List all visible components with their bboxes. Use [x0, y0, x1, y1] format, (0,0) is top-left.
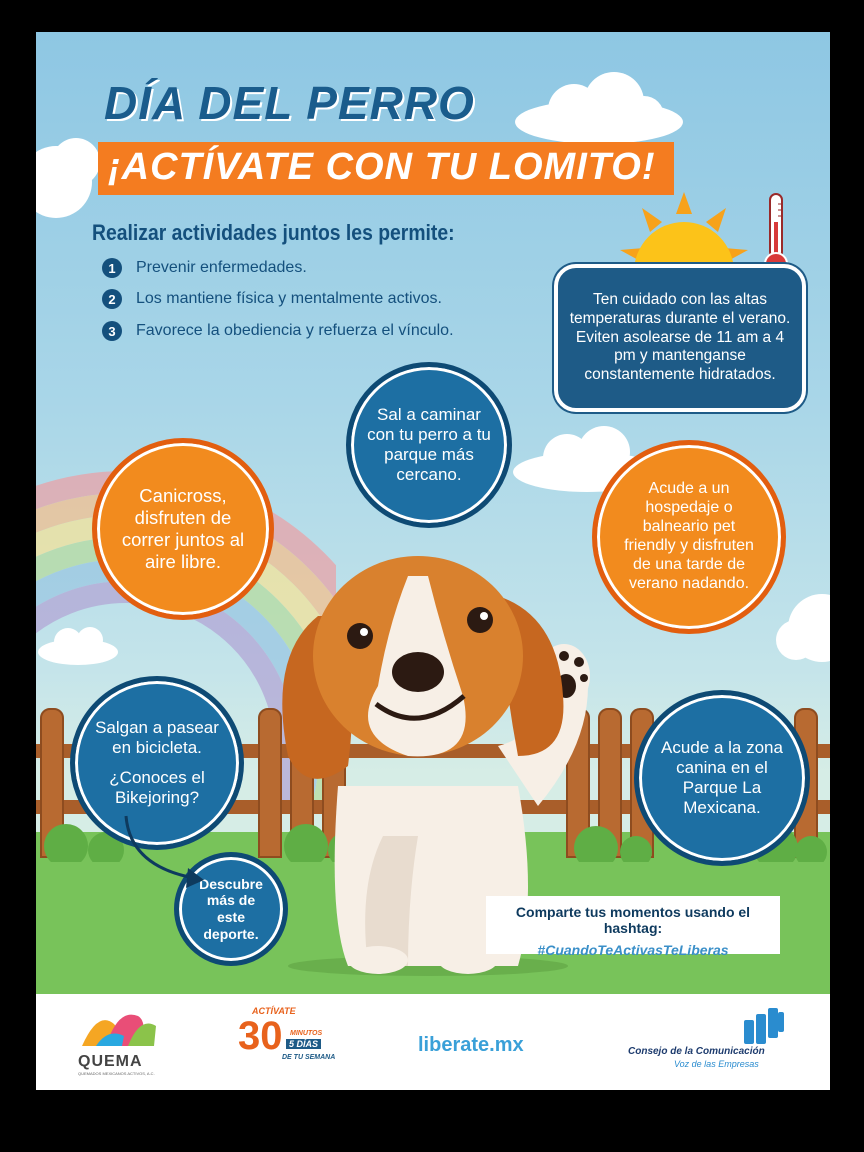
canine-zone-bubble-text: Acude a la zona canina en el Parque La Mexicana.: [661, 737, 783, 818]
hashtag-link[interactable]: #CuandoTeActivasTeLiberas: [537, 942, 729, 958]
arrow-icon: [120, 812, 210, 892]
council-name: Consejo de la Comunicación: [628, 1046, 765, 1057]
activate-week: DE TU SEMANA: [282, 1054, 336, 1061]
canicross-bubble: [92, 438, 274, 620]
quema-logo-mark: [78, 1006, 160, 1050]
intro-heading: Realizar actividades juntos les permite:: [92, 220, 455, 245]
poster: [36, 32, 830, 1090]
hashtag-prompt: Comparte tus momentos usando el hashtag:: [515, 904, 751, 936]
sun-icon: [614, 192, 754, 272]
bike-bubble-content: [75, 718, 239, 808]
number-badge: 2: [102, 289, 122, 309]
walk-bubble-text: Sal a caminar con tu perro a tu parque más cercano.: [367, 404, 491, 485]
cloud-icon: [772, 588, 830, 673]
bike-bubble-text: Salgan a pasear en bicicleta.: [95, 717, 219, 757]
discover-bubble-text[interactable]: Descubre más de este deporte.: [199, 875, 263, 942]
number-badge: 1: [102, 258, 122, 278]
cloud-icon: [36, 622, 120, 671]
walk-bubble: [346, 362, 512, 528]
quema-name: QUEMA: [78, 1053, 143, 1070]
benefit-text: Favorece la obediencia y refuerza el vínculo.: [136, 322, 454, 339]
footer: [36, 994, 830, 1090]
benefit-item: [102, 258, 307, 278]
council-logo-mark: [740, 1006, 786, 1046]
activate-label: ACTÍVATE: [252, 1006, 296, 1016]
cloud-icon: [514, 72, 684, 149]
page-title: DÍA DEL PERRO: [104, 77, 475, 129]
council-tagline: Voz de las Empresas: [674, 1059, 759, 1069]
quema-logo: [78, 1006, 160, 1076]
canicross-bubble-text: Canicross, disfruten de correr juntos al aire libre.: [121, 485, 245, 572]
activate-minutes: MINUTOS: [290, 1030, 323, 1037]
page-subtitle: ¡ACTÍVATE CON TU LOMITO!: [98, 142, 674, 195]
quema-subtitle: QUEMADOS MEXICANOS ACTIVOS, A.C.: [78, 1071, 155, 1076]
activate-number: 30: [238, 1014, 283, 1058]
heat-warning-text: Ten cuidado con las altas temperaturas durante el verano. Eviten asolearse de 11 am a 4 pm y mantenganse constantemente hidratados.: [569, 290, 791, 384]
heat-warning-box: [554, 264, 806, 412]
bikejoring-question: ¿Conoces el Bikejoring?: [109, 768, 205, 808]
activate-logo: [238, 1006, 334, 1082]
benefit-text: Los mantiene física y mentalmente activos.: [136, 290, 442, 307]
activate-days: 5 DÍAS: [286, 1039, 321, 1049]
council-logo: [628, 1006, 798, 1082]
cloud-icon: [36, 132, 106, 227]
website-link[interactable]: liberate.mx: [418, 1034, 524, 1056]
canine-zone-bubble: [634, 690, 810, 866]
hashtag-box: [486, 896, 780, 958]
benefit-item: [102, 289, 442, 309]
pet-friendly-bubble-text: Acude a un hospedaje o balneario pet friendly y disfruten de una tarde de verano nadando.: [624, 480, 754, 592]
benefit-text: Prevenir enfermedades.: [136, 259, 307, 276]
pet-friendly-bubble: [592, 440, 786, 634]
benefit-item: [102, 321, 454, 341]
number-badge: 3: [102, 321, 122, 341]
